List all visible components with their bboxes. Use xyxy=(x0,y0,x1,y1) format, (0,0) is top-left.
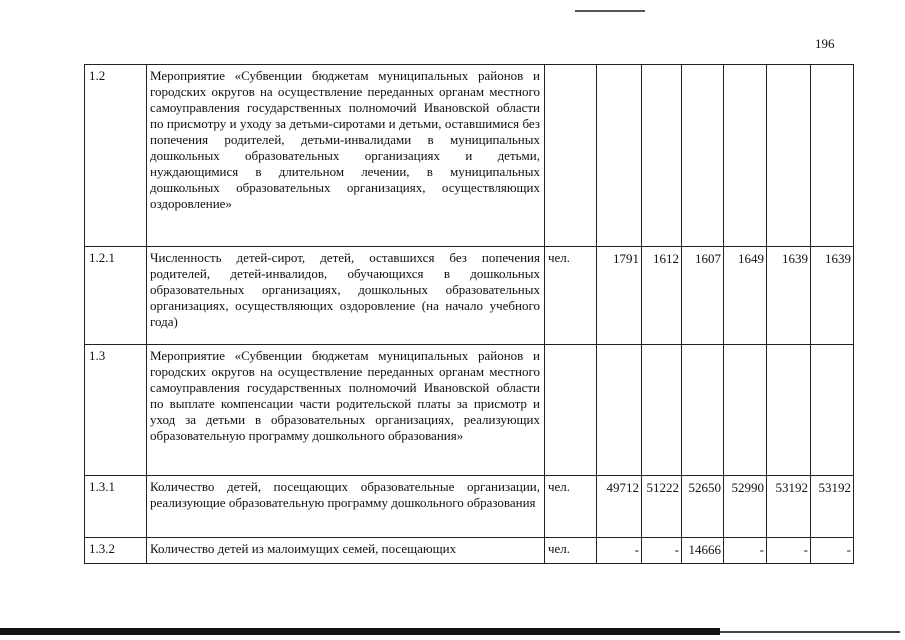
row-value: 52990 xyxy=(724,476,767,538)
row-description: Мероприятие «Субвенции бюджетам муниципальных районов и городских округов на осуществление переданных органам местного самоуправления государственных полномочий Ивановской области по присмотру и уходу за детьми-сиротами и детьми, оставшимися без попечения родителей, детьми-инвалидами в муниципальных дошкольных образовательных организациях и детьми, нуждающимися в длительном лечении, в муниципальных дошкольных образовательных организациях, осуществляющих оздоровление» xyxy=(147,65,545,247)
row-value: - xyxy=(642,538,682,564)
row-code: 1.2.1 xyxy=(85,247,147,345)
page-number: 196 xyxy=(815,36,835,51)
table-row xyxy=(85,65,854,247)
row-value: - xyxy=(811,538,854,564)
row-value: 14666 xyxy=(682,538,724,564)
scan-edge-bar xyxy=(0,628,720,635)
row-value: - xyxy=(597,538,642,564)
row-value xyxy=(811,65,854,247)
row-value xyxy=(724,65,767,247)
row-unit: чел. xyxy=(545,476,597,538)
row-description: Численность детей-сирот, детей, оставшихся без попечения родителей, детей-инвалидов, обучающихся в дошкольных образовательных организациях, дошкольных образовательных организациях, осуществляющих оздоровление (на начало учебного года) xyxy=(147,247,545,345)
indicators-table xyxy=(84,64,854,564)
row-value xyxy=(682,345,724,476)
scan-edge-line xyxy=(720,631,900,633)
row-value: 53192 xyxy=(767,476,811,538)
row-value: 51222 xyxy=(642,476,682,538)
row-unit xyxy=(545,65,597,247)
row-value: 49712 xyxy=(597,476,642,538)
row-code: 1.3 xyxy=(85,345,147,476)
row-description: Количество детей из малоимущих семей, посещающих xyxy=(147,538,545,564)
row-value: 1639 xyxy=(767,247,811,345)
row-value xyxy=(767,65,811,247)
row-value: - xyxy=(767,538,811,564)
row-value xyxy=(597,345,642,476)
row-value xyxy=(767,345,811,476)
row-value: - xyxy=(724,538,767,564)
table-row xyxy=(85,345,854,476)
row-value: 1791 xyxy=(597,247,642,345)
row-value: 1607 xyxy=(682,247,724,345)
row-value xyxy=(724,345,767,476)
table-row xyxy=(85,538,854,564)
row-value: 52650 xyxy=(682,476,724,538)
row-value xyxy=(682,65,724,247)
row-code: 1.3.1 xyxy=(85,476,147,538)
row-unit: чел. xyxy=(545,247,597,345)
row-unit xyxy=(545,345,597,476)
row-value xyxy=(597,65,642,247)
top-rule xyxy=(575,10,645,12)
row-description: Мероприятие «Субвенции бюджетам муниципальных районов и городских округов на осуществление переданных органам местного самоуправления государственных полномочий Ивановской области по выплате компенсации части родительской платы за присмотр и уход за детьми в образовательных организациях, реализующих образовательную программу дошкольного образования» xyxy=(147,345,545,476)
row-value: 1639 xyxy=(811,247,854,345)
row-unit: чел. xyxy=(545,538,597,564)
row-value: 1612 xyxy=(642,247,682,345)
table-row xyxy=(85,476,854,538)
row-value: 53192 xyxy=(811,476,854,538)
row-value xyxy=(811,345,854,476)
row-value xyxy=(642,65,682,247)
row-value xyxy=(642,345,682,476)
table-row xyxy=(85,247,854,345)
row-value: 1649 xyxy=(724,247,767,345)
row-code: 1.2 xyxy=(85,65,147,247)
row-code: 1.3.2 xyxy=(85,538,147,564)
row-description: Количество детей, посещающих образовательные организации, реализующие образовательную программу дошкольного образования xyxy=(147,476,545,538)
